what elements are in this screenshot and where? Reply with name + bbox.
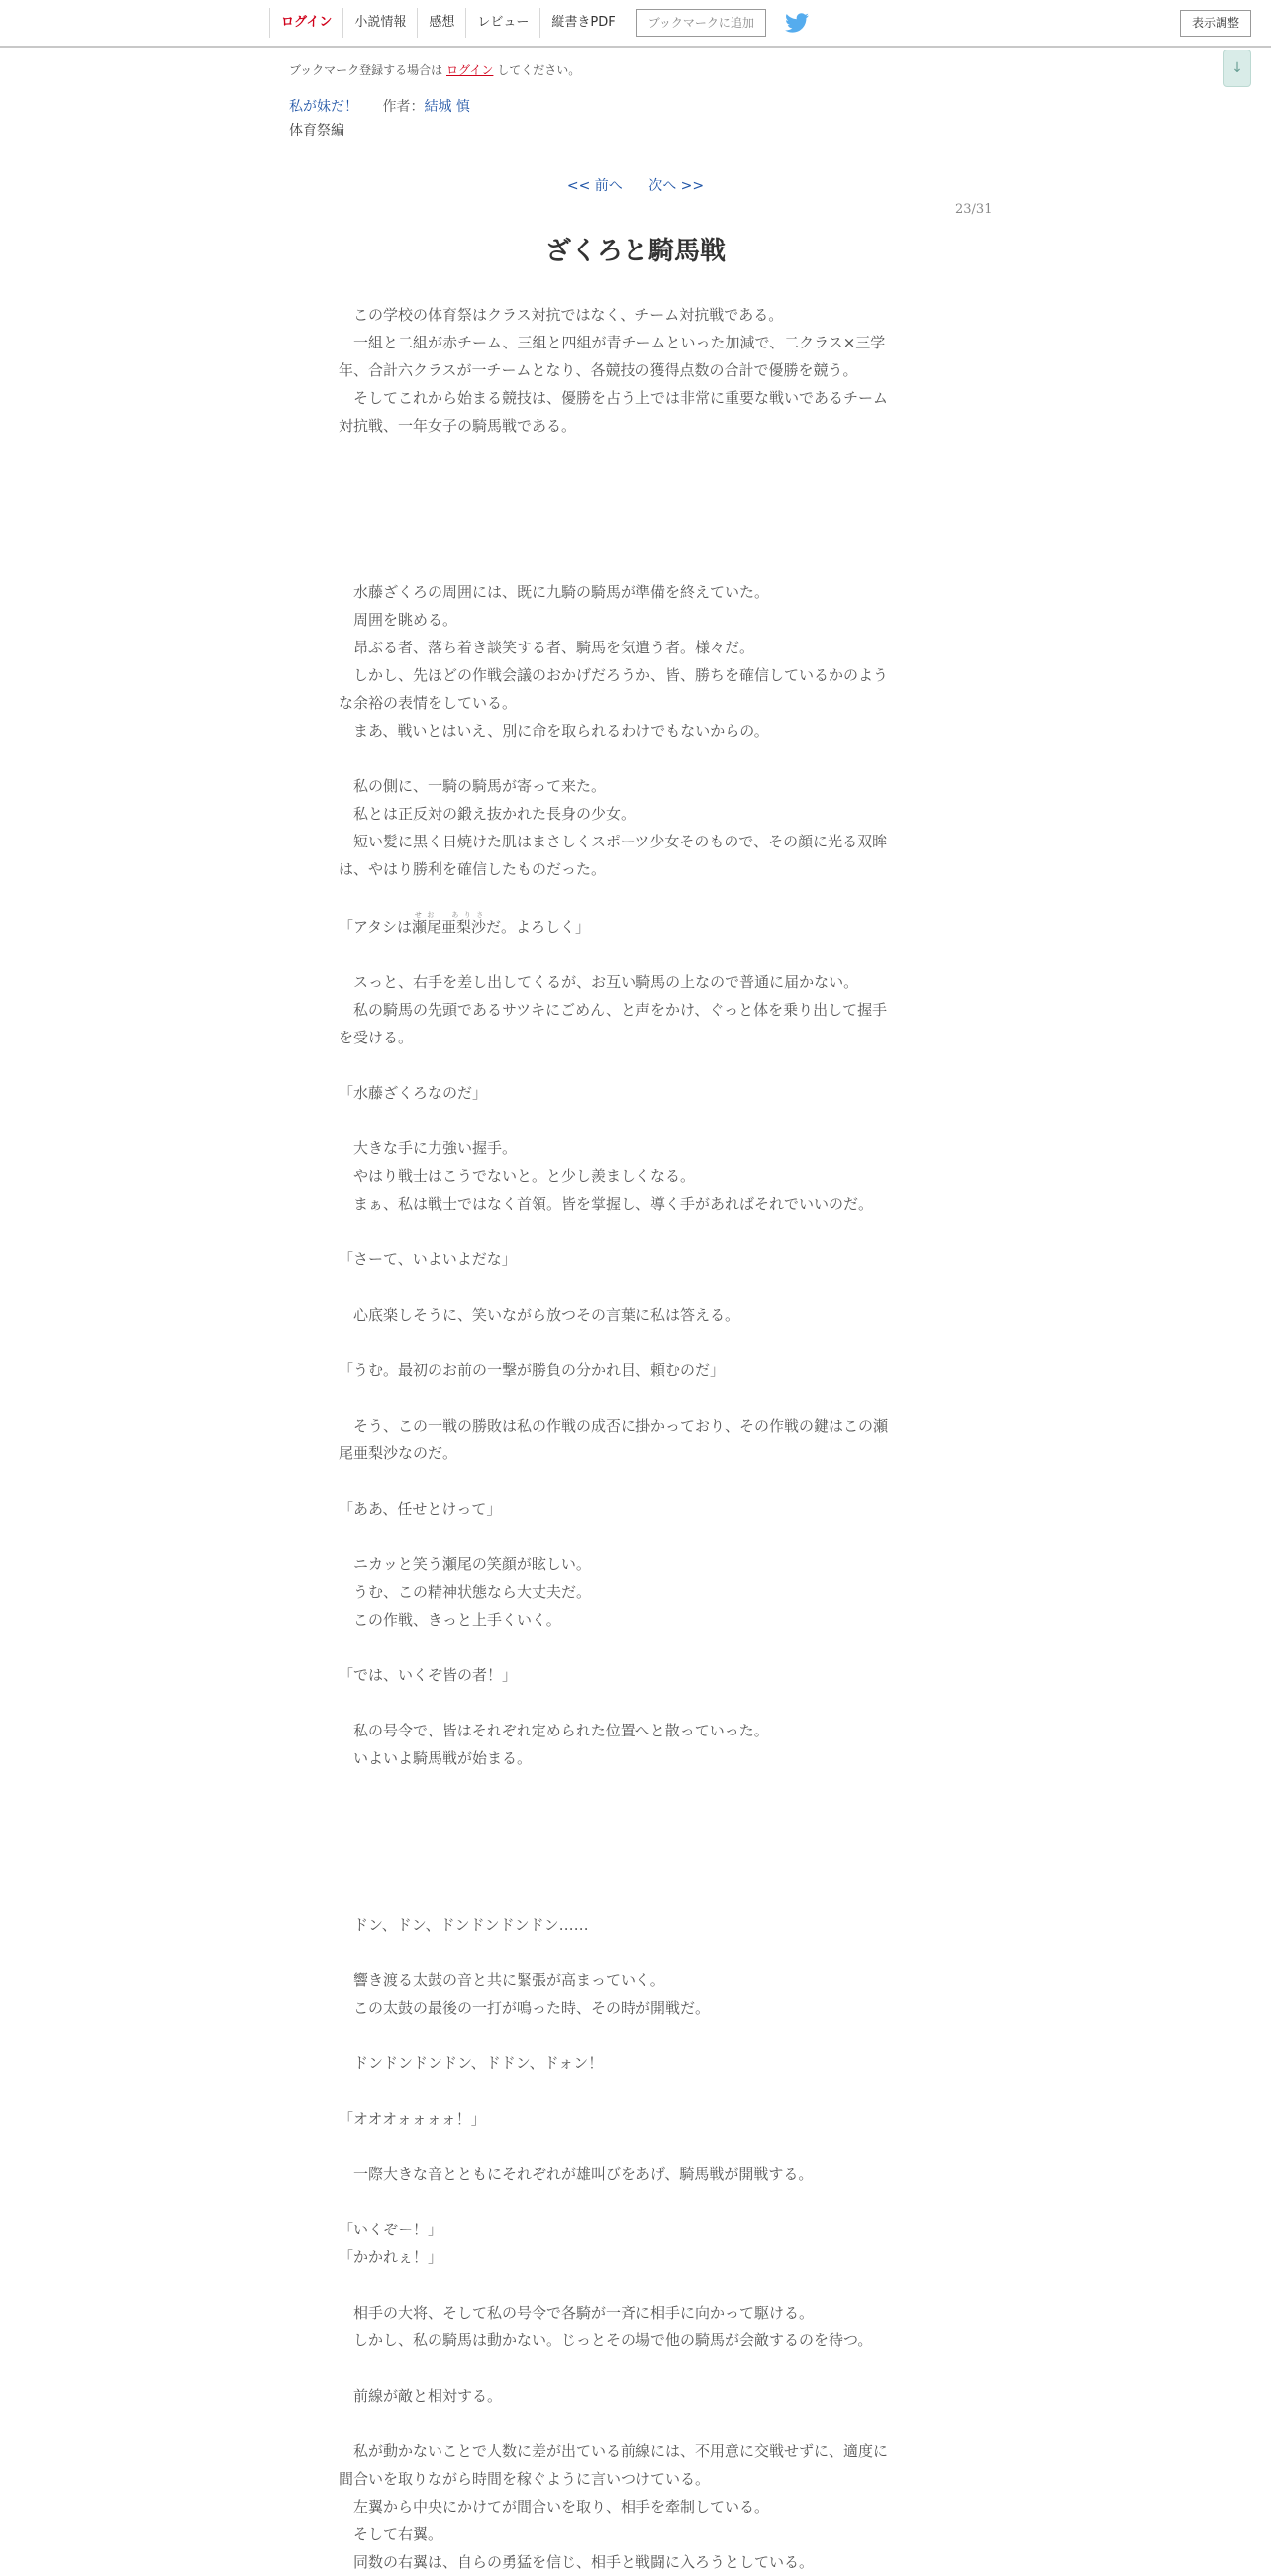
blank-line — [339, 2132, 932, 2160]
text-line: な余裕の表情をしている。 — [339, 694, 518, 712]
text-line: を受ける。 — [339, 1029, 414, 1046]
text-line: しかし、私の騎馬は動かない。じっとその場で他の騎馬が会敵するのを待つ。 — [339, 2331, 873, 2349]
blank-line — [339, 744, 932, 772]
text-line: 「ああ、任せとけって」 — [339, 1500, 502, 1518]
author-link[interactable]: 結城 慎 — [424, 99, 470, 115]
nav-review[interactable]: レビュー — [465, 8, 539, 38]
pager — [0, 175, 1271, 195]
text-line: 前線が敵と相対する。 — [339, 2387, 503, 2405]
nav-impressions[interactable]: 感想 — [417, 8, 465, 38]
text-line: 「では、いくぞ皆の者！」 — [339, 1666, 518, 1684]
text-line: 「いくぞー！」 — [339, 2221, 443, 2238]
blank-space — [339, 440, 932, 578]
text-line: 「かかれぇ！」 — [339, 2248, 443, 2266]
display-settings-button[interactable]: 表示調整 — [1180, 10, 1251, 37]
text-line: 私の号令で、皆はそれぞれ定められた位置へと散っていった。 — [339, 1722, 769, 1739]
bookmark-notice-text-after: してください。 — [497, 63, 581, 77]
text-line: やはり戦士はこうでないと。と少し羨ましくなる。 — [339, 1167, 696, 1185]
ruby-name — [411, 911, 486, 936]
text-line: この作戦、きっと上手くいく。 — [339, 1611, 561, 1629]
text-line: は、やはり勝利を確信したものだった。 — [339, 860, 607, 878]
text-line: いよいよ騎馬戦が始まる。 — [339, 1749, 533, 1767]
bookmark-notice — [289, 61, 580, 78]
blank-line — [339, 1107, 932, 1135]
text-line: この太鼓の最後の一打が鳴った時、その時が開戦だ。 — [339, 1999, 711, 2017]
ruby-reading: せお ありさ — [411, 911, 486, 919]
text-line: 昂ぶる者、落ち着き談笑する者、騎馬を気遣う者。様々だ。 — [339, 639, 755, 656]
blank-line — [339, 2188, 932, 2216]
episode-title: ざくろと騎馬戦 — [544, 237, 726, 266]
text-line: 私が動かないことで人数に差が出ている前線には、不用意に交戦せずに、適度に — [339, 2442, 889, 2460]
text-line: 尾亜梨沙なのだ。 — [339, 1444, 458, 1462]
nav-vertical-pdf[interactable]: 縦書きPDF — [539, 8, 626, 38]
blank-line — [339, 941, 932, 968]
blank-line — [339, 1938, 932, 1966]
text-line: 同数の右翼は、自らの勇猛を信じ、相手と戦闘に入ろうとしている。 — [339, 2553, 815, 2571]
text-line: しかし、先ほどの作戦会議のおかげだろうか、皆、勝ちを確信しているかのよう — [339, 666, 889, 684]
text-line: 「オオオォォォォ！」 — [339, 2110, 486, 2128]
ruby-before: 「アタシは — [339, 918, 412, 936]
blank-line — [339, 2410, 932, 2437]
text-line: スっと、右手を差し出してくるが、お互い騎馬の上なので普通に届かない。 — [339, 973, 859, 991]
nav-login[interactable]: ログイン — [269, 8, 342, 38]
text-line: 短い髪に黒く日焼けた肌はまさしくスポーツ少女そのもので、その顔に光る双眸 — [339, 833, 888, 850]
text-line: この学校の体育祭はクラス対抗ではなく、チーム対抗戦である。 — [339, 306, 784, 324]
text-line: ドン、ドン、ドンドンドンドン…… — [339, 1916, 589, 1933]
text-line: 相手の大将、そして私の号令で各騎が一斉に相手に向かって駆ける。 — [339, 2304, 815, 2322]
text-line: 一際大きな音とともにそれぞれが雄叫びをあげ、騎馬戦が開戦する。 — [339, 2165, 814, 2183]
scroll-down-button[interactable]: ↓ — [1223, 50, 1251, 87]
text-line: 私の側に、一騎の騎馬が寄って来た。 — [339, 777, 607, 795]
text-line: 水藤ざくろの周囲には、既に九騎の騎馬が準備を終えていた。 — [339, 583, 770, 601]
text-line: 間合いを取りながら時間を稼ぐように言いつけている。 — [339, 2470, 711, 2488]
author-label: 作者： — [382, 99, 425, 115]
text-line: 一組と二組が赤チーム、三組と四組が青チームといった加減で、二クラス×三学 — [339, 334, 886, 351]
site-header — [0, 0, 1271, 48]
text-line: 周囲を眺める。 — [339, 611, 458, 629]
blank-line — [339, 2022, 932, 2049]
novel-title-link[interactable]: 私が妹だ！ — [289, 99, 358, 115]
text-line: 大きな手に力強い握手。 — [339, 1139, 518, 1157]
text-line: 「さーて、いよいよだな」 — [339, 1250, 517, 1268]
blank-line — [339, 1273, 932, 1301]
blank-line — [339, 2354, 932, 2382]
page-count: 23/31 — [955, 202, 993, 217]
chapter-title: 体育祭編 — [289, 123, 344, 139]
text-line: 年、合計六クラスが一チームとなり、各競技の獲得点数の合計で優勝を競う。 — [339, 361, 858, 379]
text-line: ニカッと笑う瀬尾の笑顔が眩しい。 — [339, 1555, 591, 1573]
blank-line — [339, 883, 932, 911]
text-line: そう、この一戦の勝敗は私の作戦の成否に掛かっており、その作戦の鍵はこの瀬 — [339, 1417, 889, 1435]
blank-line — [339, 2271, 932, 2299]
text-line: 響き渡る太鼓の音と共に緊張が高まっていく。 — [339, 1971, 665, 1989]
blank-space — [339, 1772, 932, 1911]
text-line: 私とは正反対の鍛え抜かれた長身の少女。 — [339, 805, 636, 823]
text-line: うむ、この精神状態なら大丈夫だ。 — [339, 1583, 592, 1601]
blank-line — [339, 1329, 932, 1356]
nav-novel-info[interactable]: 小説情報 — [342, 8, 417, 38]
ruby-base: 瀬尾亜梨沙 — [411, 918, 486, 936]
blank-line — [339, 1689, 932, 1717]
bookmark-login-link[interactable]: ログイン — [446, 63, 494, 77]
blank-line — [339, 1523, 932, 1550]
text-line: ドンドンドンドン、ドドン、ドォン！ — [339, 2054, 604, 2072]
ruby-after: だ。よろしく」 — [485, 918, 590, 936]
main-nav — [269, 8, 810, 38]
next-link[interactable]: 次へ >> — [648, 178, 705, 194]
blank-line — [339, 1218, 932, 1245]
blank-line — [339, 1384, 932, 1412]
text-line: そしてこれから始まる競技は、優勝を占う上では非常に重要な戦いであるチーム — [339, 389, 889, 407]
text-line: まぁ、私は戦士ではなく首領。皆を掌握し、導く手があればそれでいいのだ。 — [339, 1195, 874, 1213]
text-line: 「うむ。最初のお前の一撃が勝負の分かれ目、頼むのだ」 — [339, 1361, 726, 1379]
text-line: 私の騎馬の先頭であるサツキにごめん、と声をかけ、ぐっと体を乗り出して握手 — [339, 1001, 888, 1019]
prev-link[interactable]: << 前へ — [566, 178, 623, 194]
twitter-icon[interactable] — [784, 10, 810, 36]
blank-line — [339, 1051, 932, 1079]
ruby-line — [339, 911, 932, 941]
text-line: まあ、戦いとはいえ、別に命を取られるわけでもないからの。 — [339, 722, 769, 740]
blank-line — [339, 2077, 932, 2105]
blank-line — [339, 1467, 932, 1495]
text-line: 心底楽しそうに、笑いながら放つその言葉に私は答える。 — [339, 1306, 740, 1324]
add-bookmark-button[interactable]: ブックマークに追加 — [636, 9, 766, 37]
blank-line — [339, 1634, 932, 1661]
novel-body — [339, 301, 932, 2576]
text-line: 左翼から中央にかけてが間合いを取り、相手を牽制している。 — [339, 2498, 770, 2516]
text-line: 「水藤ざくろなのだ」 — [339, 1084, 488, 1102]
bookmark-notice-text: ブックマーク登録する場合は — [289, 63, 443, 77]
text-line: 対抗戦、一年女子の騎馬戦である。 — [339, 417, 577, 435]
text-line: そして右翼。 — [339, 2526, 443, 2543]
novel-info — [289, 96, 470, 116]
